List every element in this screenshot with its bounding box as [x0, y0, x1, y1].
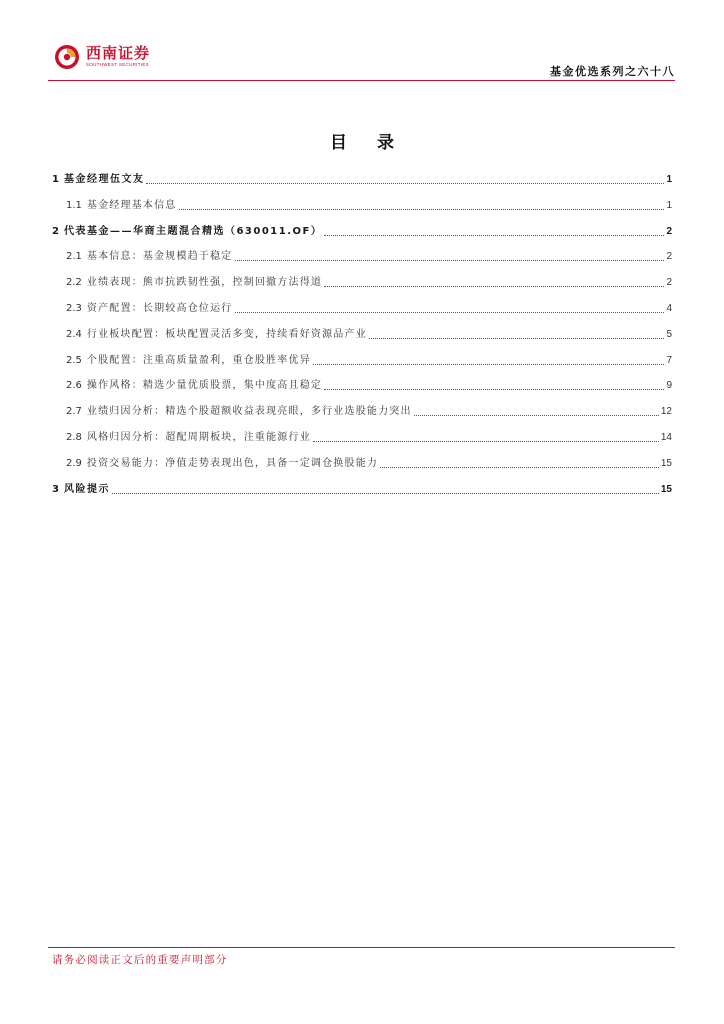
company-logo [54, 44, 150, 70]
report-series-title: 基金优选系列之六十八 [550, 65, 675, 78]
toc-dot-leader [146, 182, 664, 184]
toc-entry-page: 1 [666, 199, 672, 211]
logo-emblem-icon [54, 44, 80, 70]
footer-notice: 请务必阅读正文后的重要声明部分 [52, 954, 228, 966]
toc-entry-number: 2.7 [66, 406, 82, 418]
toc-entry-page: 15 [660, 483, 672, 495]
toc-entry-label: 行业板块配置：板块配置灵活多变，持续看好资源品产业 [86, 328, 367, 340]
toc-entry-number: 2.8 [66, 431, 82, 443]
toc-entry-label: 操作风格：精选少量优质股票，集中度高且稳定 [86, 380, 323, 392]
toc-entry-page: 5 [666, 328, 672, 340]
toc-entry-page: 2 [666, 225, 672, 237]
toc-entry[interactable] [52, 197, 672, 213]
toc-entry-page: 14 [660, 431, 672, 443]
toc-entry-label: 风格归因分析：超配周期板块，注重能源行业 [86, 431, 311, 443]
toc-dot-leader [324, 234, 664, 236]
toc-entry-page: 12 [660, 406, 672, 418]
toc-entry-page: 1 [666, 174, 672, 185]
toc-entry[interactable] [52, 300, 672, 316]
toc-entry[interactable] [52, 326, 672, 342]
toc-entry[interactable] [52, 171, 672, 187]
toc-entry-page: 4 [666, 302, 672, 314]
toc-entry-number: 2.5 [66, 354, 82, 366]
table-of-contents [52, 171, 672, 506]
toc-dot-leader [324, 285, 664, 287]
toc-entry-page: 2 [666, 277, 672, 289]
toc-entry-label: 个股配置：注重高质量盈利，重仓股胜率优异 [86, 354, 311, 366]
toc-dot-leader [112, 492, 659, 494]
toc-entry[interactable] [52, 377, 672, 393]
toc-entry-label: 资产配置：长期较高仓位运行 [86, 302, 233, 314]
toc-entry-number: 3 [52, 483, 59, 495]
toc-entry-number: 2.6 [66, 380, 82, 392]
toc-entry-label: 基本信息：基金规模趋于稳定 [86, 251, 233, 263]
toc-entry[interactable] [52, 352, 672, 368]
toc-entry-label: 基金经理伍文友 [63, 174, 145, 185]
toc-entry[interactable] [52, 481, 672, 497]
toc-entry[interactable] [52, 429, 672, 445]
toc-entry-number: 2 [52, 225, 59, 237]
toc-dot-leader [235, 311, 665, 313]
toc-entry-number: 2.3 [66, 302, 82, 314]
toc-entry[interactable] [52, 274, 672, 290]
toc-entry[interactable] [52, 403, 672, 419]
toc-dot-leader [380, 466, 659, 468]
toc-entry[interactable] [52, 248, 672, 264]
toc-entry-number: 1 [52, 174, 59, 185]
toc-dot-leader [313, 363, 665, 365]
toc-dot-leader [313, 440, 659, 442]
toc-dot-leader [179, 208, 665, 210]
toc-entry-label: 风险提示 [63, 483, 110, 495]
footer-divider [48, 947, 675, 948]
toc-entry[interactable] [52, 223, 672, 239]
logo-english-name: SOUTHWEST SECURITIES [86, 62, 149, 68]
toc-entry-page: 2 [666, 251, 672, 263]
toc-entry-number: 2.4 [66, 328, 82, 340]
toc-dot-leader [324, 388, 664, 390]
toc-entry-number: 1.1 [66, 199, 82, 211]
toc-entry-number: 2.1 [66, 251, 82, 263]
toc-entry-label: 业绩表现：熊市抗跌韧性强，控制回撤方法得道 [86, 277, 323, 289]
header-divider [48, 80, 675, 81]
toc-dot-leader [414, 414, 659, 416]
toc-entry-number: 2.2 [66, 277, 82, 289]
toc-entry-label: 代表基金——华商主题混合精选（630011.OF） [63, 225, 323, 237]
toc-entry-page: 9 [666, 380, 672, 392]
page-title: 目 录 [330, 133, 406, 153]
toc-dot-leader [369, 337, 665, 339]
toc-entry-label: 基金经理基本信息 [86, 199, 177, 211]
toc-entry-number: 2.9 [66, 457, 82, 469]
toc-entry-page: 7 [666, 354, 672, 366]
toc-entry-label: 业绩归因分析：精选个股超额收益表现亮眼，多行业选股能力突出 [86, 406, 412, 418]
toc-entry-label: 投资交易能力：净值走势表现出色，具备一定调仓换股能力 [86, 457, 379, 469]
page-header [48, 38, 675, 82]
toc-dot-leader [235, 259, 665, 261]
logo-chinese-name: 西南证券 [86, 44, 151, 63]
toc-entry[interactable] [52, 455, 672, 471]
toc-entry-page: 15 [660, 457, 672, 469]
